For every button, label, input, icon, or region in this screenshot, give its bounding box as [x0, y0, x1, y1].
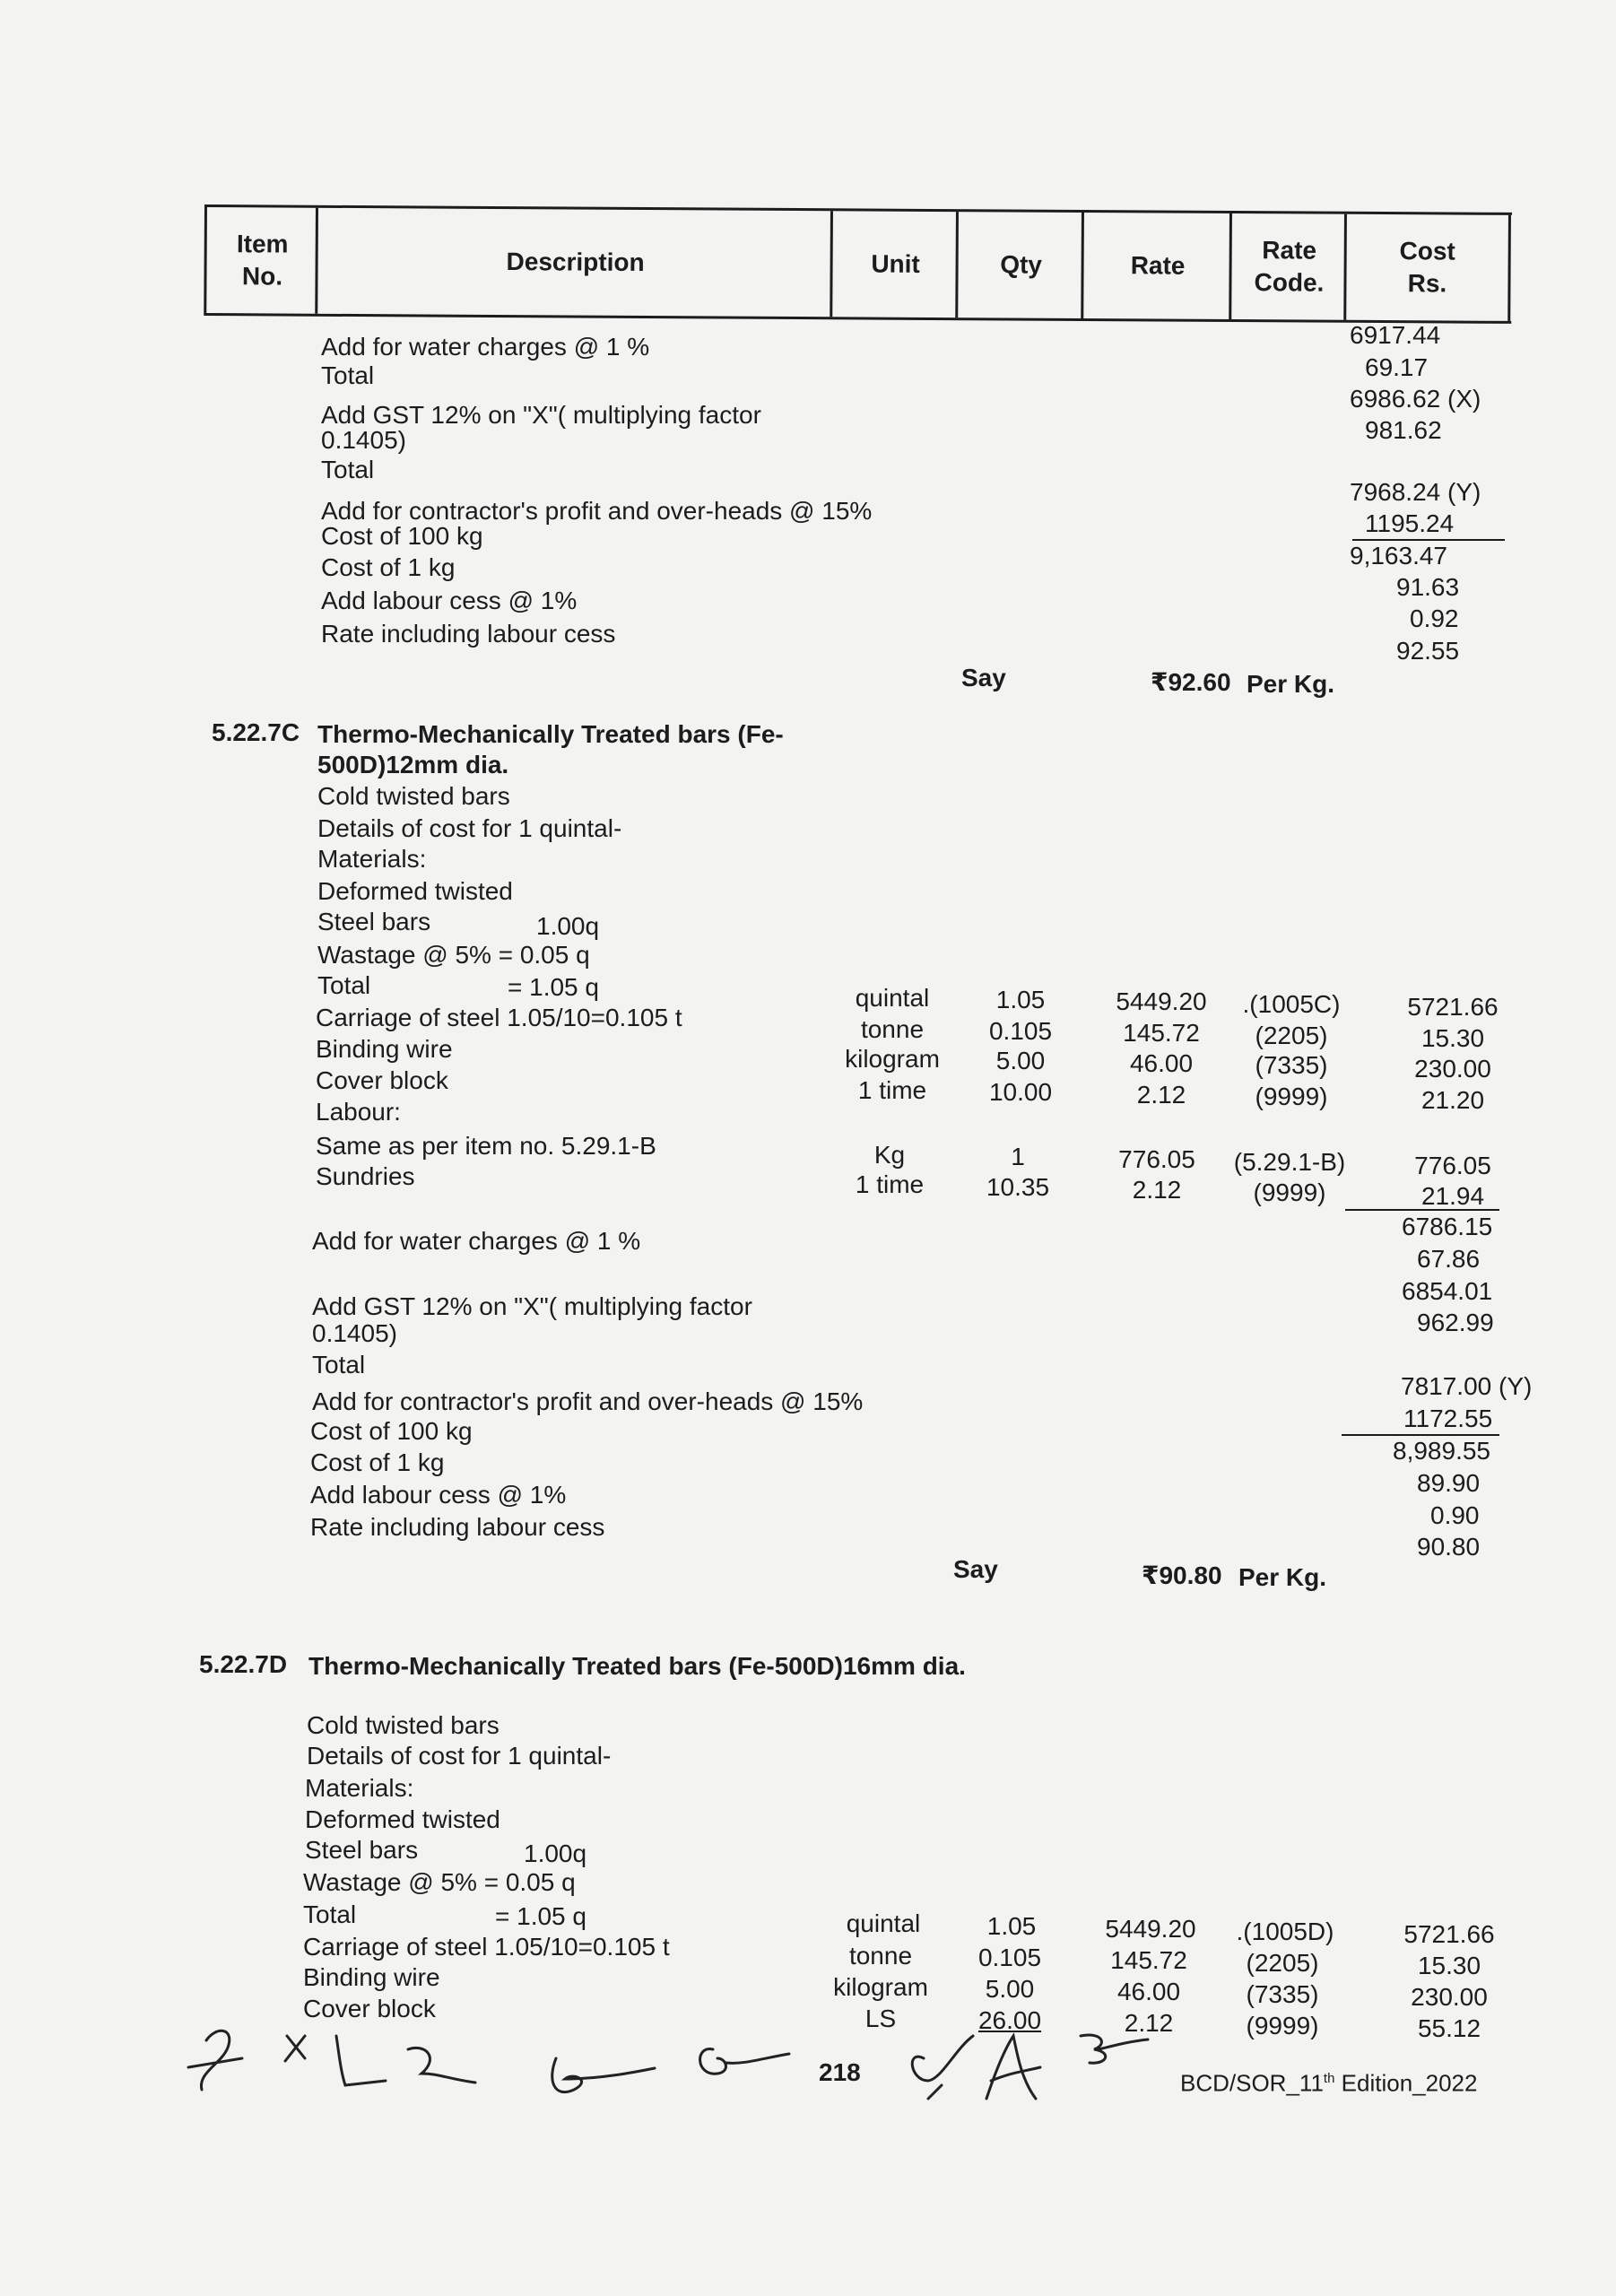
row-rate-code: (5.29.1-B) [1233, 1148, 1346, 1176]
row-qty: 10.00 [988, 1078, 1053, 1106]
row-qty: 0.105 [977, 1944, 1042, 1971]
item-title: Thermo-Mechanically Treated bars (Fe-500D)16mm dia. [308, 1652, 966, 1680]
text-line: Carriage of steel 1.05/10=0.105 t [303, 1933, 670, 1961]
text-line: Cost of 100 kg [321, 522, 483, 550]
row-cost: 15.30 [1421, 1024, 1485, 1052]
text-line: Total [321, 361, 375, 389]
text-line: Add GST 12% on "X"( multiplying factor [312, 1292, 752, 1320]
cost-value: 90.80 [1417, 1533, 1481, 1561]
cost-value: 7817.00 (Y) [1401, 1372, 1533, 1400]
text-line: Steel bars [317, 908, 431, 935]
cost-value: 7968.24 (Y) [1350, 478, 1481, 506]
text-line: Add labour cess @ 1% [321, 587, 578, 614]
row-qty: 26.00 [977, 2006, 1042, 2034]
row-rate-code: (7335) [1246, 1980, 1319, 2008]
cost-value: 91.63 [1396, 573, 1460, 601]
row-rate-code: (2205) [1246, 1949, 1319, 1977]
text-line: Cost of 1 kg [321, 553, 456, 581]
row-cost: 5721.66 [1407, 993, 1499, 1021]
row-rate-code: (7335) [1255, 1051, 1328, 1079]
text-line: 0.1405) [321, 426, 406, 454]
text-line: Rate including labour cess [310, 1513, 605, 1541]
text-line: Total [317, 971, 371, 999]
row-rate: 2.12 [1136, 1081, 1186, 1109]
row-cost: 230.00 [1411, 1983, 1488, 2011]
item-number: 5.22.7C [212, 718, 300, 746]
cost-value: 67.86 [1417, 1245, 1481, 1273]
row-cost: 15.30 [1417, 1952, 1481, 1979]
row-rate-code: (9999) [1246, 2012, 1319, 2039]
cost-value: 0.90 [1430, 1501, 1480, 1529]
header-rate-code: Rate Code. [1229, 213, 1347, 320]
row-cost: 21.94 [1421, 1182, 1485, 1210]
text-line: Details of cost for 1 quintal- [317, 814, 622, 842]
row-unit: kilogram [833, 1973, 928, 2001]
cost-value: 1172.55 [1403, 1405, 1493, 1432]
text-line: Add for water charges @ 1 % [321, 333, 650, 361]
row-cost: 21.20 [1421, 1086, 1485, 1114]
text-line: Materials: [305, 1774, 414, 1802]
text-line: Binding wire [316, 1035, 453, 1063]
text-line: Deformed twisted [305, 1805, 500, 1833]
text-line: Cover block [316, 1066, 448, 1094]
row-unit: 1 time [855, 1170, 925, 1198]
say-rate: ₹92.60 [1151, 668, 1231, 696]
text-line: 1.00q [524, 1839, 587, 1867]
text-line: Add labour cess @ 1% [310, 1481, 567, 1509]
row-cost: 5721.66 [1403, 1920, 1495, 1948]
row-rate: 5449.20 [1116, 987, 1207, 1015]
header-rate: Rate [1081, 213, 1232, 319]
say-per: Per Kg. [1238, 1563, 1327, 1591]
page-number: 218 [819, 2058, 861, 2086]
text-line: Same as per item no. 5.29.1-B [316, 1132, 656, 1160]
cost-value: 92.55 [1396, 637, 1460, 665]
text-line: Cold twisted bars [307, 1711, 500, 1739]
text-line: Add for contractor's profit and over-heads @ 15% [321, 497, 873, 525]
row-cost: 776.05 [1414, 1152, 1491, 1179]
cost-value: 9,163.47 [1350, 542, 1447, 570]
row-unit: quintal [846, 1909, 921, 1937]
row-cost: 230.00 [1414, 1055, 1491, 1083]
row-rate: 2.12 [1124, 2009, 1174, 2037]
header-qty: Qty [955, 212, 1084, 318]
cost-value: 69.17 [1365, 353, 1429, 381]
text-line: Steel bars [305, 1836, 419, 1864]
cost-value: 981.62 [1365, 416, 1442, 444]
text-line: Carriage of steel 1.05/10=0.105 t [316, 1004, 682, 1031]
cost-value: 6986.62 (X) [1350, 385, 1481, 413]
row-rate-code: (2205) [1255, 1022, 1328, 1049]
table-header [204, 204, 1512, 324]
row-unit: Kg [873, 1141, 906, 1169]
row-rate: 46.00 [1116, 1978, 1181, 2005]
cost-value: 89.90 [1417, 1469, 1481, 1497]
text-line: Cost of 1 kg [310, 1448, 445, 1476]
row-rate-code: (9999) [1253, 1178, 1326, 1206]
row-unit: 1 time [857, 1076, 927, 1104]
cost-value: 962.99 [1417, 1309, 1494, 1336]
text-line: Binding wire [303, 1963, 440, 1991]
row-rate-code: (9999) [1255, 1083, 1328, 1110]
text-line: Deformed twisted [317, 877, 513, 905]
text-line: 0.1405) [312, 1319, 397, 1347]
row-qty: 1.05 [986, 1912, 1037, 1940]
cost-value: 6854.01 [1402, 1277, 1493, 1305]
text-line: Total [321, 456, 375, 483]
text-line: Total [312, 1351, 366, 1378]
text-line: Sundries [316, 1162, 415, 1190]
edition-label: BCD/SOR_11th Edition_2022 [1180, 2069, 1478, 2097]
row-rate: 5449.20 [1105, 1915, 1196, 1943]
row-qty: 10.35 [986, 1173, 1050, 1201]
row-cost: 55.12 [1417, 2014, 1481, 2042]
header-item-no: Item No. [204, 207, 318, 314]
row-qty: 0.105 [988, 1017, 1053, 1045]
header-unit: Unit [830, 211, 959, 317]
text-line: Details of cost for 1 quintal- [307, 1742, 612, 1770]
say-label: Say [953, 1555, 998, 1583]
signatures-right [888, 2009, 1193, 2108]
cost-value: 0.92 [1410, 604, 1459, 632]
text-line: Rate including labour cess [321, 620, 616, 648]
say-label: Say [961, 664, 1006, 691]
text-line: Wastage @ 5% = 0.05 q [303, 1868, 576, 1896]
say-rate: ₹90.80 [1142, 1561, 1222, 1589]
text-line: Cost of 100 kg [310, 1417, 473, 1445]
row-qty: 5.00 [985, 1975, 1035, 2003]
row-qty: 1 [1011, 1143, 1025, 1170]
text-line: Wastage @ 5% = 0.05 q [317, 941, 590, 969]
text-line: = 1.05 q [495, 1902, 586, 1930]
say-per: Per Kg. [1247, 670, 1335, 698]
row-qty: 1.05 [995, 986, 1046, 1013]
sum-rule [1345, 1209, 1499, 1211]
row-rate-code: .(1005C) [1242, 990, 1341, 1018]
text-line: Labour: [316, 1098, 401, 1126]
text-line: Add for water charges @ 1 % [312, 1227, 641, 1255]
item-number: 5.22.7D [199, 1650, 288, 1678]
text-line: Total [303, 1900, 357, 1928]
cost-value: 1195.24 [1365, 509, 1455, 537]
item-title: Thermo-Mechanically Treated bars (Fe- [317, 720, 784, 748]
row-rate: 145.72 [1110, 1946, 1187, 1974]
text-line: Materials: [317, 845, 427, 873]
cost-value: 6786.15 [1402, 1213, 1493, 1240]
row-unit: tonne [848, 1942, 913, 1970]
row-unit: LS [864, 2005, 897, 2032]
cost-value: 6917.44 [1350, 321, 1441, 349]
row-rate: 145.72 [1123, 1019, 1200, 1047]
text-line: Add GST 12% on "X"( multiplying factor [321, 401, 761, 429]
row-unit: tonne [860, 1015, 925, 1043]
text-line: = 1.05 q [508, 973, 599, 1001]
item-title: 500D)12mm dia. [317, 751, 509, 778]
text-line: Add for contractor's profit and over-heads @ 15% [312, 1387, 864, 1415]
row-unit: quintal [855, 984, 930, 1012]
row-qty: 5.00 [995, 1047, 1046, 1074]
cost-value: 8,989.55 [1393, 1437, 1490, 1465]
text-line: 1.00q [536, 912, 600, 940]
row-rate: 46.00 [1129, 1049, 1194, 1077]
text-line: Cold twisted bars [317, 782, 510, 810]
text-line: Cover block [303, 1995, 436, 2022]
signatures-left [179, 2009, 807, 2108]
header-cost: Cost Rs. [1343, 214, 1511, 321]
header-description: Description [315, 208, 833, 317]
row-rate: 776.05 [1118, 1145, 1195, 1173]
row-rate-code: .(1005D) [1236, 1918, 1334, 1945]
row-rate: 2.12 [1132, 1176, 1182, 1204]
row-unit: kilogram [845, 1045, 940, 1073]
